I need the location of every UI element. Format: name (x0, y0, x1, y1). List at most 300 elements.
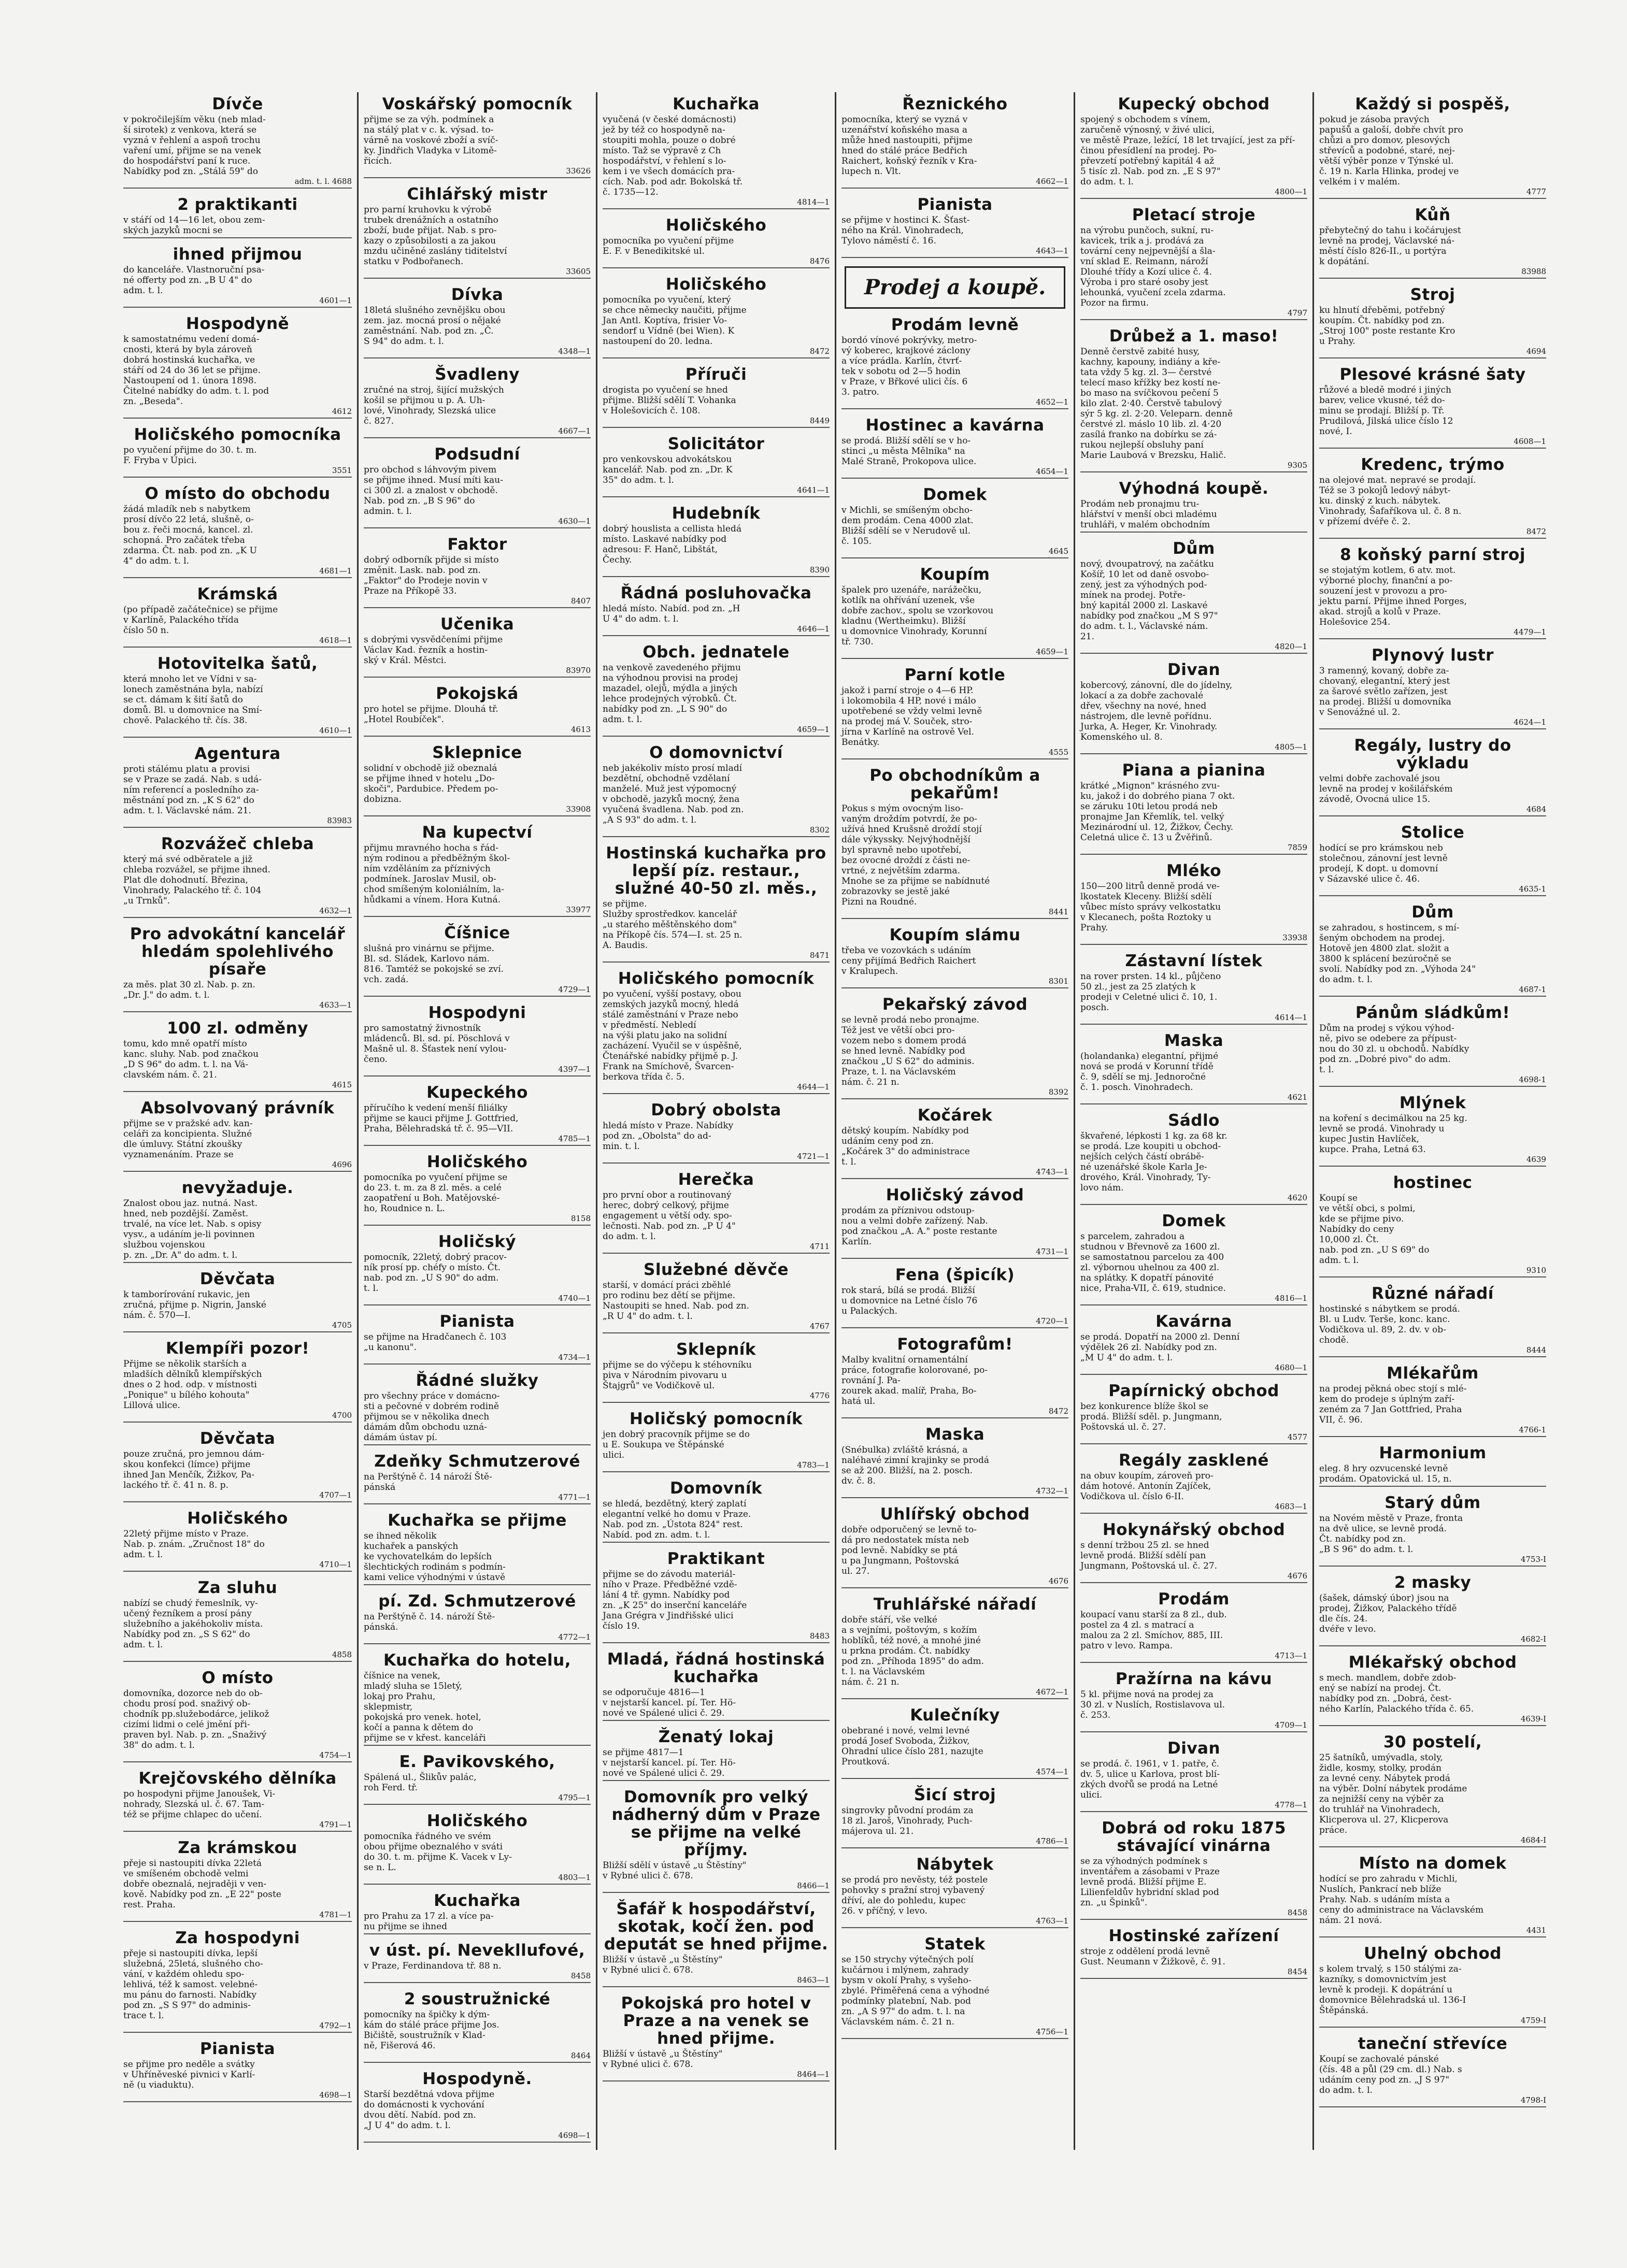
ad-line: levně k prodeji. K dopátrání u (1319, 1985, 1452, 1995)
ad-line: ním vzděláním za příznivých (364, 864, 491, 874)
ad-reference-number: 4639-I (1319, 1714, 1546, 1726)
ad-line: p. zn. „Dr. A" do adm. t. l. (123, 1250, 238, 1260)
ad-reference-number: 4709—1 (1080, 1720, 1307, 1732)
ad-line: přeje si nastoupiti dívka 22letá (123, 1858, 262, 1869)
ad-line: krátké „Mignon" krásného zvu- (1080, 781, 1220, 791)
ad-reference-number: 4683—1 (1080, 1502, 1307, 1514)
ad-line: židle, kosmy, stolky, prodán (1319, 1763, 1442, 1773)
ad-line: ulici. (603, 1450, 625, 1460)
ad-line: u Prahy. (1319, 336, 1355, 347)
ad-line: v Sázavské ulice č. 46. (1319, 874, 1420, 884)
ad-heading: Holičský závod (886, 1186, 1024, 1204)
ad-line: Mašně ul. 8. Šťastek není vylou- (364, 1044, 507, 1054)
ad-line: dobře stáří, vše velké (841, 1615, 937, 1625)
ad-line: ulici. (1080, 1790, 1103, 1800)
classified-ad (1080, 952, 1307, 1025)
ad-line: za šarové světlo zařízen, jest (1319, 686, 1448, 697)
ad-column-6 (1312, 92, 1551, 2150)
classified-ad (1319, 1855, 1546, 1937)
ad-heading: Parní kotle (904, 666, 1006, 684)
ad-heading: Kočárek (917, 1106, 993, 1125)
ad-line: hatá ul. (841, 1396, 876, 1406)
ad-body (1080, 499, 1307, 530)
ad-line: dobizna. (364, 794, 402, 805)
ad-line: ho, Roudnice n. L. (364, 1203, 445, 1214)
ad-line: chůzi a pro domov, plesových (1319, 135, 1450, 146)
ad-line: zručné na stroj, šijící mužských (364, 385, 504, 395)
classified-ad (1319, 1444, 1546, 1487)
ad-line: kancelář. Nab. pod zn. „Dr. K (603, 465, 733, 475)
ad-body (1080, 1946, 1307, 1967)
classified-ad (364, 1372, 591, 1445)
ad-line: číslo 50 n. (123, 625, 169, 636)
ad-reference-number: 4710—1 (123, 1560, 352, 1572)
ad-reference-number: 4601—1 (123, 296, 352, 308)
ad-reference-number: 4803—1 (364, 1873, 591, 1885)
ad-body (123, 334, 352, 407)
ad-body (1319, 1193, 1546, 1266)
ad-line: nice, Praha-VII, č. 619, studnice. (1080, 1283, 1226, 1294)
ad-line: Bližší sdělí se v Nerudově ul. (841, 526, 971, 536)
ad-body (364, 2009, 591, 2051)
ad-line: ku hlnutí dřeběmi, potřebný (1319, 305, 1445, 315)
ad-line: zaměstnání. Nab. pod zn. „Č. (364, 326, 494, 336)
ad-reference-number: 4682-I (1319, 1634, 1546, 1646)
classified-ad (603, 1650, 830, 1721)
ad-line: nový, dvoupatrový, na začátku (1080, 559, 1214, 569)
ad-line: Václav Kad. řezník a hostin- (364, 645, 488, 655)
ad-body (1319, 1874, 1546, 1926)
classified-ad (841, 996, 1068, 1099)
ad-line: a s vejními, poštovým, s kožím (841, 1625, 977, 1635)
ad-body (1080, 881, 1307, 933)
ad-line: v Uhříněveské pivnici v Karlí- (123, 2070, 255, 2080)
ad-body (123, 854, 352, 906)
ad-line: dnes o 2 hod. odp. v místnosti (123, 1380, 257, 1390)
ad-line: kami velice výhodnými v ústavě (364, 1572, 506, 1583)
ad-body (364, 843, 591, 905)
ad-heading: taneční střevíce (1358, 2034, 1508, 2053)
ad-line: chodě. (1319, 1335, 1349, 1345)
ad-line: větší výběr ponze v Týnské ul. (1319, 156, 1454, 166)
classified-ad (364, 615, 591, 678)
ad-heading: Solicitátor (667, 435, 765, 453)
ad-line: Bičiště, soustružník v Klad- (364, 2030, 486, 2041)
classified-ad (603, 970, 830, 1094)
ad-reference-number (603, 1540, 830, 1543)
ad-heading: Piana a pianina (1122, 761, 1266, 780)
ad-line: u pa Jungmann, Poštovská (841, 1556, 959, 1566)
classified-ad (603, 1788, 830, 1893)
ad-reference-number (603, 1778, 830, 1781)
classified-ad (841, 566, 1068, 659)
classified-ad (841, 1426, 1068, 1498)
ad-reference-number: 4610—1 (123, 726, 352, 738)
ad-line: se hned levně. Nabídky pod (841, 1046, 965, 1056)
ad-line: domů. Bl. u domovnice na Smí- (123, 705, 262, 715)
ad-line: se stojatým kotlem, 6 atv. mot. (1319, 565, 1456, 576)
ad-reference-number: 4654—1 (841, 467, 1068, 479)
ad-line: žádá mladík neb s nabytkem (123, 504, 251, 514)
ad-line: pod zn. „S S 97" do adminis- (123, 2000, 251, 2011)
ad-line: zn. „A S 97" do adm. t. l. na (841, 2006, 965, 2017)
ad-line: bez konkurence blíže škol se (1080, 1401, 1209, 1412)
ad-body (1319, 1113, 1546, 1155)
ad-reference-number: 4731—1 (841, 1247, 1068, 1259)
ad-line: vch. zadá. (364, 974, 409, 985)
ad-reference-number: 4608—1 (1319, 437, 1546, 449)
ad-body (364, 205, 591, 267)
ad-reference-number (1319, 1484, 1546, 1487)
ad-heading: hostinec (1393, 1173, 1473, 1192)
ad-line: VII, č. 96. (1319, 1415, 1363, 1425)
ad-heading: Krámská (197, 585, 278, 604)
ad-body (364, 465, 591, 516)
ad-line: č. 9, sdělí se mj. Jednoročné (1080, 1072, 1206, 1082)
ad-line: manželé. Muž jest výpomocný (603, 784, 737, 794)
ad-line: Nabídky do ceny (1319, 1224, 1394, 1235)
ad-line: šlechtických rodinám s podmín- (364, 1562, 506, 1572)
ad-line: Koupí se (1319, 1193, 1358, 1203)
ad-line: Lilienfeldův hybridní sklad pod (1080, 1887, 1219, 1898)
ad-reference-number: 4785—1 (364, 1134, 591, 1146)
classified-ad (364, 1233, 591, 1305)
ad-line: do adm. t. l. (1080, 177, 1134, 187)
ad-line: nab. pod zn. „U S 90" do adm. (364, 1273, 499, 1283)
ad-line: dvou dětí. Nabíd. pod zn. (364, 2110, 476, 2120)
ad-reference-number: 4645 (841, 547, 1068, 558)
ad-line: Nuslích, Pankrací neb blíže (1319, 1884, 1442, 1894)
ad-heading: Na kupectví (422, 823, 533, 842)
ad-line: Praze, t. l. na Václavském (841, 1067, 956, 1077)
ad-body (841, 335, 1068, 397)
ad-line: č. 1. posch. Vinohradech. (1080, 1082, 1193, 1093)
ad-body (123, 504, 352, 566)
ad-line: po hospodyni přijme Janoušek, Vi- (123, 1789, 276, 1799)
ad-line: kobercový, zánovní, dle do jídelny, (1080, 680, 1233, 691)
ad-line: F. Fryba v Úpici. (123, 455, 197, 466)
ad-line: dámám dům obchodu uzná- (364, 1422, 487, 1432)
ad-line: sýr 5 kg. zl. 2·20. Veleparn. denně (1080, 409, 1233, 419)
classified-ad (364, 95, 591, 178)
ad-heading: Kuchařka se přijme (388, 1511, 567, 1530)
ad-body (364, 1172, 591, 1214)
ad-line: kučárnou i mlýnem, zahrady (841, 1965, 969, 1975)
ad-body (1080, 1332, 1307, 1363)
ad-line: dámám ústav pí. (364, 1432, 438, 1443)
ad-line: 816. Tamtéž se pokojské se zví. (364, 964, 504, 974)
ad-line: t. l. na Václavském (841, 1667, 925, 1677)
classified-ad (841, 1505, 1068, 1588)
ad-body (603, 1280, 830, 1322)
ad-line: stoupiti mohla, pouze o dobré (603, 135, 736, 146)
ad-heading: Hotovitelka šatů, (157, 654, 318, 673)
ad-line: chod smíšeným koloniálním, la- (364, 884, 504, 895)
ad-line: Nastoupiti se hned. Nab. pod zn. (603, 1301, 749, 1311)
ad-line: pomocníka řádného ve svém (364, 1831, 491, 1842)
classified-ad (1080, 1452, 1307, 1514)
ad-line: přijmou se v několika dnech (364, 1412, 490, 1422)
ad-line: zourek akad. malíř, Praha, Bo- (841, 1386, 977, 1396)
classified-ad (364, 1990, 591, 2063)
ad-reference-number: 4740—1 (364, 1294, 591, 1305)
ad-body (1319, 1964, 1546, 2016)
ad-line: na rover prsten. 14 kl., půjčeno (1080, 971, 1221, 982)
ad-heading: Pletací stroje (1132, 206, 1256, 224)
ad-line: adm. t. l. (123, 1549, 163, 1560)
ad-body (603, 1190, 830, 1242)
ad-body (1080, 680, 1307, 742)
ad-body (123, 1359, 352, 1411)
ad-line: Mezinárodní ul. 12, Žižkov, Čechy. (1080, 822, 1234, 832)
ad-line: Nabíd. pod zn. adm. t. l. (603, 1530, 710, 1540)
ad-line: drového, Král. Vinohrady, Ty- (1080, 1172, 1211, 1183)
ad-line: Nab. p. znám. „Zručnost 18" do (123, 1539, 265, 1549)
ad-line: pokojská pro venek. hotel, (364, 1712, 481, 1722)
ad-reference-number: 4698-1 (1319, 1075, 1546, 1087)
ad-heading: Pianista (439, 1312, 515, 1331)
ad-line: do adm. t. l., Václavské nám. (1080, 621, 1208, 631)
ad-body (1080, 1856, 1307, 1908)
ad-line: Spálená ul., Šlikův palác, (364, 1772, 477, 1783)
ad-heading: Pekařský závod (882, 995, 1028, 1014)
ad-reference-number: 8390 (603, 565, 830, 577)
ad-body (603, 1499, 830, 1540)
ad-line: zeném za 7 Jan Gottfried, Praha (1319, 1404, 1462, 1415)
classified-ad (841, 1786, 1068, 1848)
ad-body (841, 1615, 1068, 1687)
ad-column-2 (357, 92, 596, 2150)
ad-body (1080, 1689, 1307, 1720)
ad-line: ských jazyků mocni se (123, 225, 223, 236)
ad-line: 10,000 zl. Čt. (1319, 1235, 1379, 1245)
ad-reference-number: 4577 (1080, 1432, 1307, 1444)
ad-line: „Ponique" u bílého kohouta" (123, 1390, 250, 1400)
classified-ad (123, 426, 352, 478)
ad-line: škvařené, lépkosti 1 kg. za 68 kr. (1080, 1131, 1228, 1141)
ad-line: kde se přijme pivo. (1319, 1214, 1404, 1224)
ad-line: kupce. Praha, Letná 63. (1319, 1144, 1426, 1155)
ad-line: pronajme Jan Křemlík, tel. velký (1080, 812, 1224, 822)
ad-body (841, 1355, 1068, 1406)
ad-line: „u Trnků". (123, 896, 170, 906)
ad-body (841, 215, 1068, 246)
ad-body (1080, 225, 1307, 308)
classified-ad (1319, 1654, 1546, 1726)
ad-line: košil se přijmou u p. A. Uh- (364, 395, 486, 406)
ad-line: „Faktor" do Prodeje novin v (364, 576, 488, 586)
ad-heading: Dobrá od roku 1875 stávající vinárna (1102, 1819, 1286, 1855)
ad-column-1 (118, 92, 357, 2150)
ad-line: prodeji v Celetné ulici č. 10, 1. (1080, 992, 1218, 1002)
ad-line: na výrobu punčoch, sukní, ru- (1080, 225, 1214, 236)
ad-heading: 2 soustružnické (404, 1990, 551, 2008)
ad-line: kám do stálé práce přijme Jos. (364, 2020, 499, 2030)
ad-line: Proutková. (841, 1757, 890, 1767)
classified-ad (841, 486, 1068, 558)
ad-line: a více prádla. Karlín, čtvrť- (841, 356, 962, 366)
ad-line: upotřebené se vždy velmi levně (841, 706, 982, 716)
ad-heading: Řeznického (902, 95, 1008, 113)
ad-line: Koupí se zachovalé pánské (1319, 2054, 1439, 2064)
classified-ad (123, 1669, 352, 1762)
ad-reference-number: 4659—1 (841, 647, 1068, 659)
ad-heading: Klempíři pozor! (165, 1339, 310, 1358)
ad-heading: Řádné služky (416, 1371, 539, 1390)
ad-line: Též jest ve větší obci pro- (841, 1025, 955, 1036)
ad-line: ceny do administrace na Václavském (1319, 1905, 1484, 1915)
classified-ad (1319, 903, 1546, 997)
ad-heading: Sklepnice (432, 743, 522, 762)
ad-heading: Divan (1167, 1739, 1221, 1758)
ad-line: Čechy. (603, 555, 632, 565)
ad-line: služebního a jakéhokoliv místa. (123, 1619, 263, 1629)
ad-line: č. 19 n. Karla Hlinka, prodej ve (1319, 166, 1459, 177)
classified-ad (364, 1512, 591, 1585)
ad-line: praven byl. Nab. p. zn. „Snaživý (123, 1730, 267, 1740)
ad-line: minu se prodají. Bližší p. Tř. (1319, 406, 1445, 416)
ad-line: rukou nejlepší obsluhy paní (1080, 440, 1204, 450)
ad-line: kočí a panna k dětem do (364, 1722, 474, 1733)
ad-reference-number: 4630—1 (364, 516, 591, 528)
ad-line: Prahy. Nab. s udáním místa a (1319, 1894, 1450, 1905)
ad-reference-number (364, 1443, 591, 1445)
classified-ad (603, 1410, 830, 1472)
classified-ad (364, 2070, 591, 2143)
ad-body (1080, 347, 1307, 461)
ad-heading: Hokynářský obchod (1102, 1520, 1286, 1539)
ad-reference-number: 4614—1 (1080, 1013, 1307, 1025)
ad-heading: Divan (1167, 661, 1221, 679)
ad-line: hned do stálé práce Bedřich (841, 146, 967, 156)
ad-heading: Faktor (447, 535, 507, 554)
ad-body (603, 1860, 830, 1881)
ad-line: sendorf u Vídně (bei Wien). K (603, 326, 735, 336)
ad-line: na výhodnou provisi na prodej (603, 673, 738, 683)
ad-line: vyznamenáním. Praze se (123, 1150, 234, 1160)
classified-ad (123, 1929, 352, 2033)
ad-reference-number: 33605 (364, 267, 591, 279)
classified-ad (1080, 95, 1307, 199)
ad-line: admin. t. l. (364, 506, 412, 516)
classified-ad (1319, 647, 1546, 729)
ad-line: zený, jest za výhodných pod- (1080, 580, 1207, 590)
ad-line: obou přijme obeznalého v sváti (364, 1842, 503, 1852)
ad-body (841, 1285, 1068, 1316)
ad-body (1319, 475, 1546, 527)
classified-ad (603, 1728, 830, 1781)
ad-line: pomocníky na špičky k dým- (364, 2009, 490, 2020)
ad-body (123, 114, 352, 177)
ad-heading: Holičského (665, 275, 767, 294)
ad-line: do adm. t. l. (1319, 974, 1373, 985)
ad-body (1319, 1673, 1546, 1714)
ad-line: ihned Jan Menčík, Žižkov, Pa- (123, 1470, 255, 1480)
ad-line: bysm v okolí Prahy, s vyšeho- (841, 1975, 972, 1986)
ad-heading: Holičský pomocník (629, 1410, 803, 1428)
ad-line: (Snébulka) zvláště krásná, a (841, 1445, 968, 1455)
ad-body (1319, 666, 1546, 717)
ad-heading: Regály, lustry do výkladu (1354, 736, 1511, 772)
ad-line: cizími lidmi o celé jmění při- (123, 1719, 250, 1730)
ad-line: adm. t. l. (123, 285, 163, 296)
ad-line: vůbec místo správy velkostatku (1080, 902, 1221, 912)
classified-ad (1319, 95, 1546, 199)
ad-heading: Domek (1162, 1212, 1226, 1230)
classified-ad (1080, 1313, 1307, 1375)
ad-body (1080, 1610, 1307, 1651)
ad-reference-number: 4348—1 (364, 347, 591, 358)
ad-line: na stálý plat v c. k. výsad. to- (364, 125, 494, 135)
ad-line: skou konfekci (límce) přijme (123, 1459, 251, 1470)
ad-line: kazníky, s domovnictvím jest (1319, 1974, 1447, 1985)
ad-body (603, 1429, 830, 1460)
ad-line: souzení jest v provozu a pro- (1319, 586, 1447, 596)
ad-reference-number: 4711 (603, 1242, 830, 1254)
ad-line: ně, pivo se odebere za přípust- (1319, 1033, 1457, 1044)
ad-line: dá pro nedostatek místa neb (841, 1535, 969, 1545)
ad-line: Výroba i pro staré osoby jest (1080, 277, 1208, 288)
ad-body (1080, 1051, 1307, 1093)
ad-line: přeje si nastoupiti dívka, lepší (123, 1948, 258, 1959)
ad-line: zn. „K 25" do inserční kanceláře (603, 1600, 747, 1611)
ad-line: dle čís. 24. (1319, 1614, 1368, 1624)
ad-heading: v úst. pí. Nevekllufové, (369, 1941, 586, 1960)
ad-line: v obchodě, jazyků mocný, žena (603, 794, 740, 805)
ad-line: herec, dobrý celkový, přijme (603, 1200, 729, 1211)
ad-line: chodník pp.služebodárce, jelikož (123, 1709, 269, 1719)
ad-body (123, 2059, 352, 2090)
ad-line: inventářem a zásobami v Praze (1080, 1867, 1220, 1877)
ad-body (1080, 1401, 1307, 1432)
ad-line: na Příkopě čís. 574—I. st. 25 n. (603, 930, 743, 940)
ad-line: na prodej. Bližší u domovníka (1319, 697, 1451, 707)
ad-body (841, 1805, 1068, 1836)
ad-line: Karlín. (841, 1237, 872, 1247)
ad-heading: Uhlířský obchod (880, 1505, 1030, 1524)
ad-line: Gust. Neumann v Žižkově, č. 91. (1080, 1957, 1225, 1967)
ad-line: se odporučuje 4816—1 (603, 1687, 705, 1698)
classified-ad (603, 744, 830, 837)
ad-heading: Řádná posluhovačka (620, 584, 812, 602)
ad-line: na prodej pěkná obec stojí s mlé- (1319, 1384, 1467, 1394)
ad-reference-number: 8392 (841, 1087, 1068, 1099)
ad-body (123, 445, 352, 466)
ad-line: nohrady, Slezská ul. č. 67. Tam- (123, 1799, 265, 1810)
ad-reference-number: 4633—1 (123, 1000, 352, 1012)
ad-line: kupec Justin Havlíček, (1319, 1134, 1419, 1144)
ad-body (364, 114, 591, 166)
ad-line: Vinohrady, Šafaříkova ul. č. 8 n. (1319, 506, 1462, 516)
ad-body (841, 505, 1068, 547)
ad-body (603, 663, 830, 725)
ad-reference-number: 4783—1 (603, 1460, 830, 1472)
ad-heading: Nábytek (916, 1855, 994, 1874)
ad-reference-number: 4615 (123, 1080, 352, 1092)
ad-reference-number: 4641—1 (603, 485, 830, 497)
ad-heading: Obch. jednatele (643, 643, 790, 662)
classified-ad (1319, 546, 1546, 639)
ad-heading: Holičského pomocníka (134, 425, 341, 444)
ad-heading: Za krámskou (178, 1839, 297, 1857)
ad-line: u prkna prodám. Čt. nabídky (841, 1646, 971, 1656)
ad-line: v Karlíně, Palackého třída (123, 615, 239, 625)
ad-heading: Mlékařům (1387, 1364, 1479, 1383)
classified-ad (123, 1839, 352, 1922)
ad-line: místo. Taž se výpravě z Ch (603, 146, 721, 156)
ad-reference-number: 83970 (364, 666, 591, 678)
ad-body (1319, 1304, 1546, 1345)
